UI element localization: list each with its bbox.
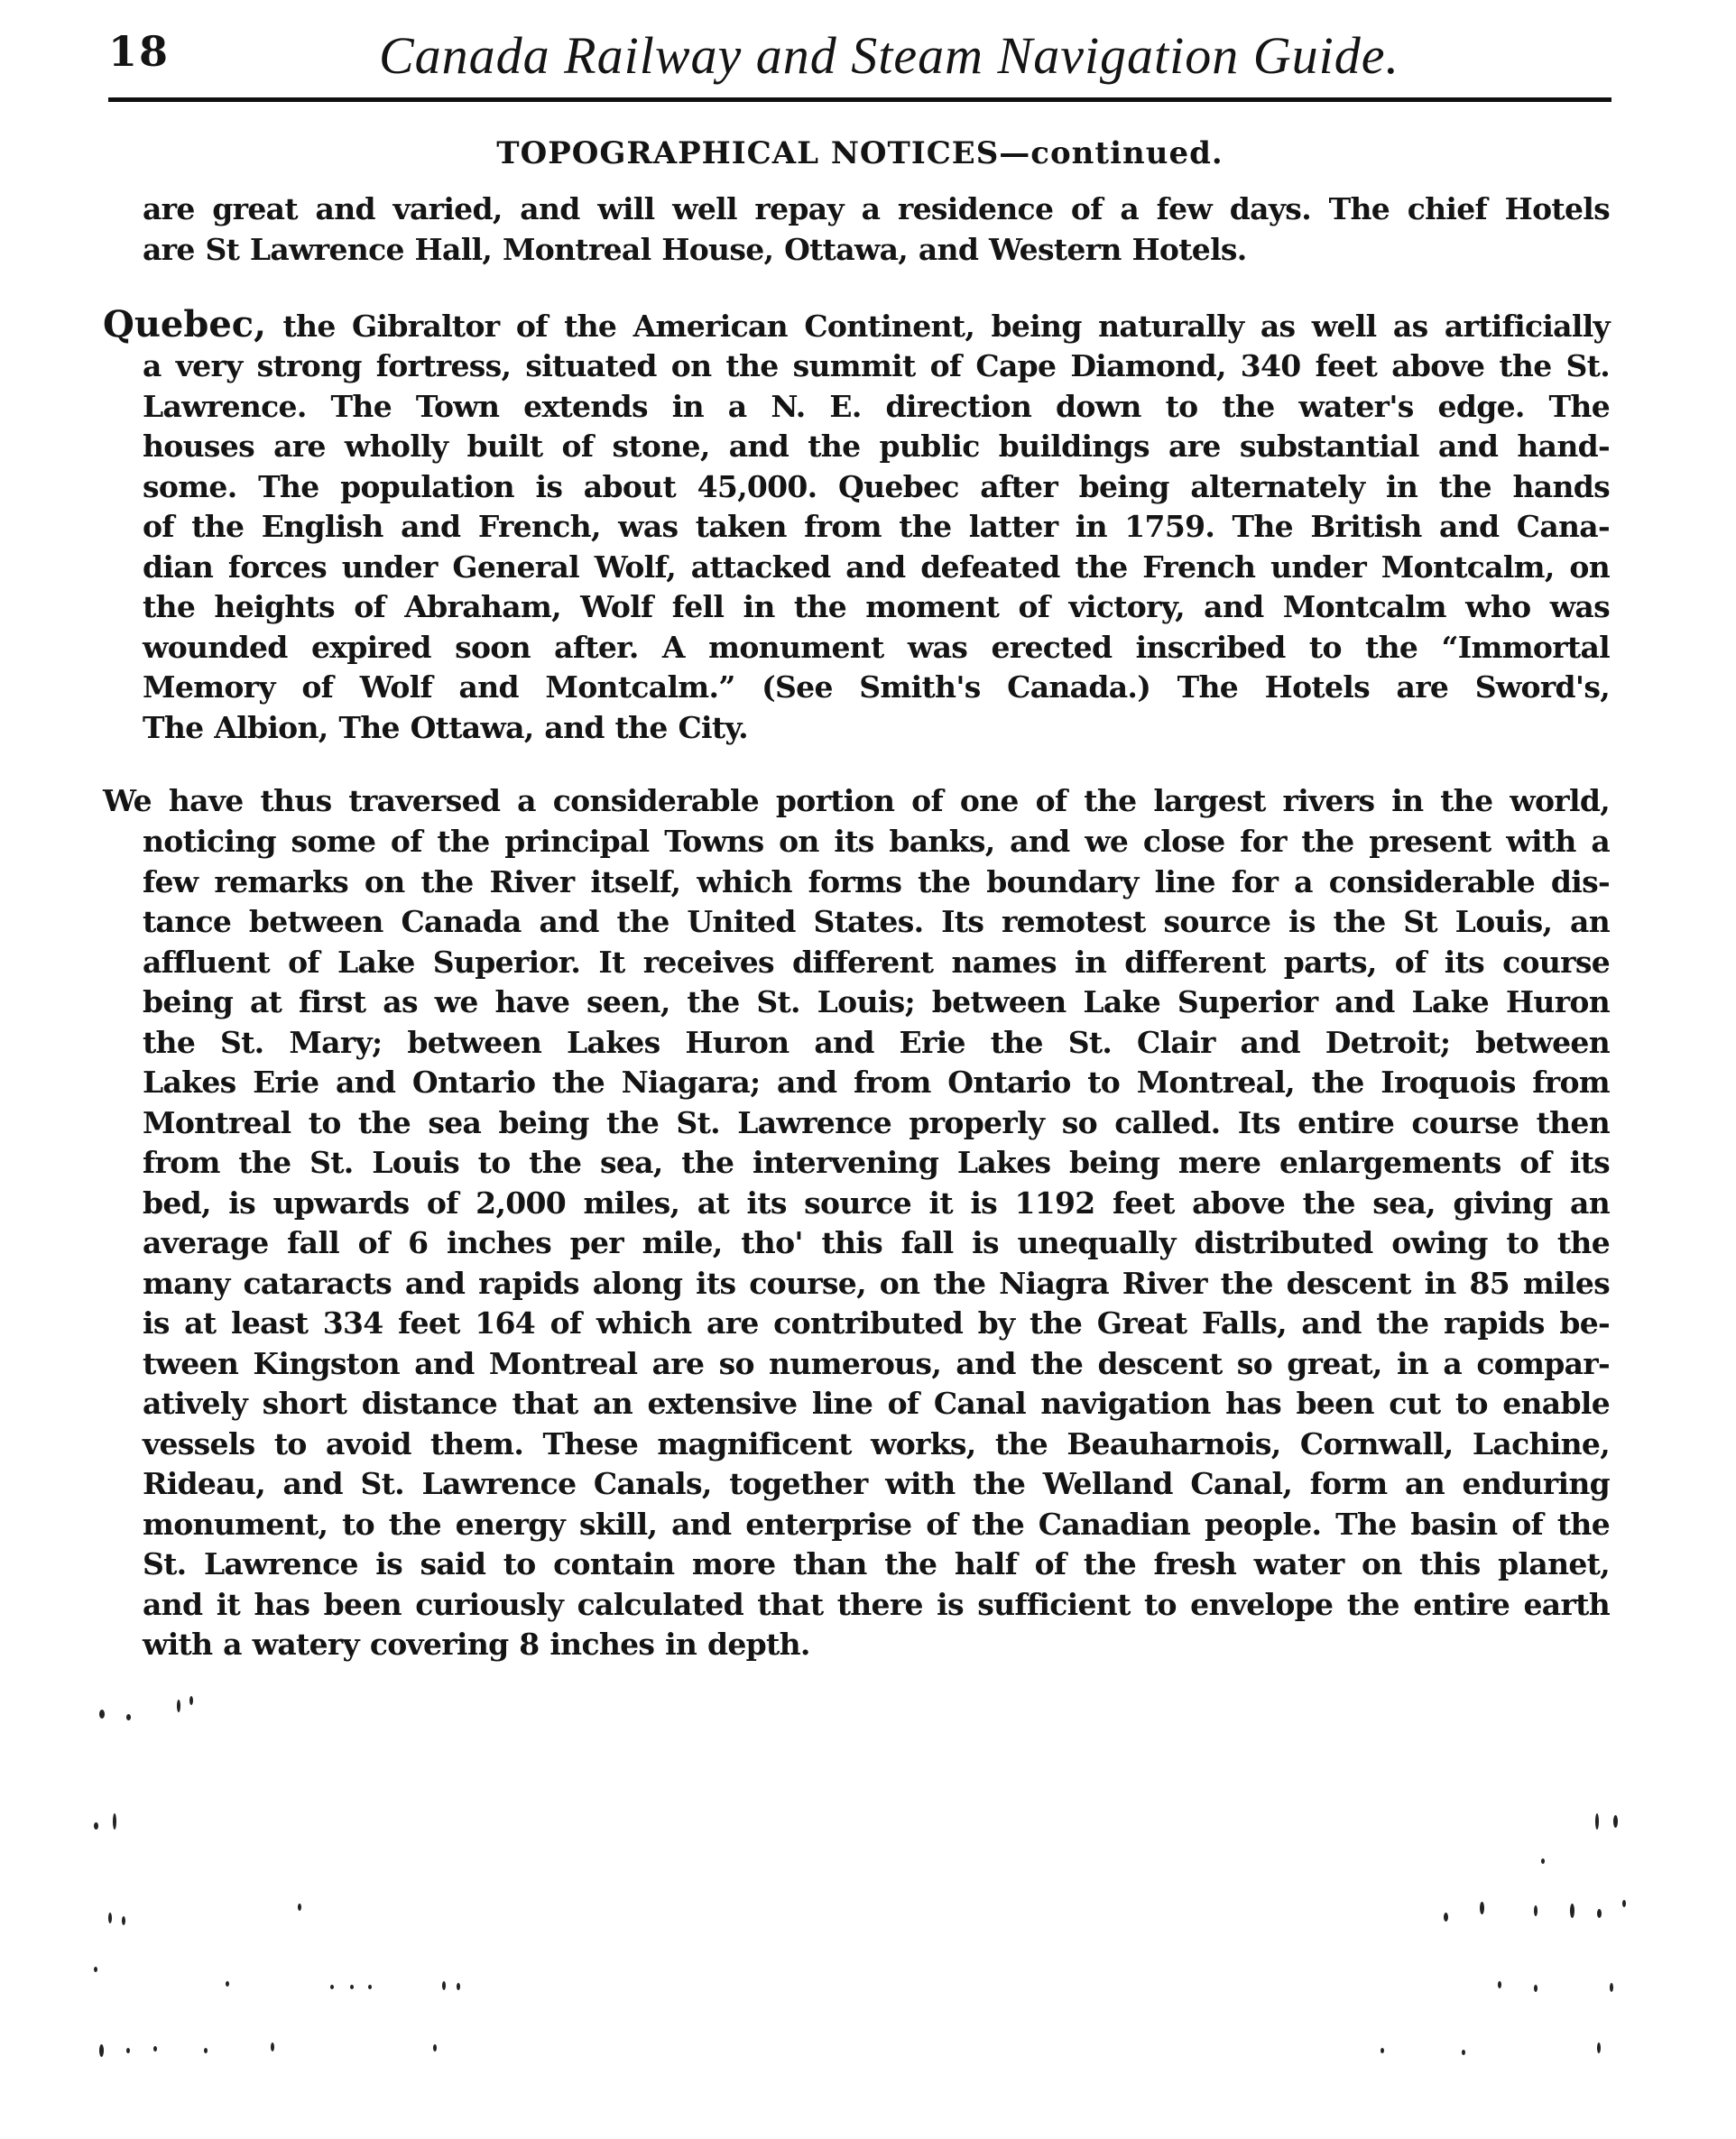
speck — [204, 2048, 208, 2053]
speck — [271, 2042, 274, 2051]
speck — [1541, 1858, 1545, 1864]
speck — [298, 1904, 301, 1911]
text-line — [103, 305, 1610, 347]
speck — [126, 2048, 130, 2053]
text-line: houses are wholly built of stone, and the public buildings are substantial and hand- — [143, 429, 1610, 464]
section-heading: TOPOGRAPHICAL NOTICES—continued. — [496, 135, 1224, 171]
speck — [108, 1913, 112, 1923]
text-line: wounded expired soon after. A monument was erected inscribed to the “Immortal — [143, 629, 1610, 665]
text-line: average fall of 6 inches per mile, tho' this fall is unequally distributed owing to the — [143, 1225, 1610, 1260]
speck — [122, 1916, 125, 1925]
speck — [330, 1985, 334, 1989]
text-line: Lawrence. The Town extends in a N. E. direction down to the water's edge. The — [143, 388, 1610, 424]
speck — [368, 1985, 372, 1989]
paragraph-quebec-body — [143, 346, 1610, 748]
text-line: and it has been curiously calculated that there is sufficient to envelope the entire earth — [143, 1586, 1610, 1622]
text-line-rest: the Gibraltor of the American Continent, being naturally as well as artificially — [282, 309, 1611, 344]
speck — [153, 2046, 157, 2051]
text-line: St. Lawrence is said to contain more than the half of the fresh water on this planet, — [143, 1546, 1610, 1581]
speck — [1380, 2048, 1384, 2053]
text-line: are St Lawrence Hall, Montreal House, Ottawa, and Western Hotels. — [143, 231, 1247, 267]
text-line: is at least 334 feet 164 of which are contributed by the Great Falls, and the rapids be- — [143, 1305, 1610, 1341]
speck — [1570, 1904, 1574, 1918]
speck — [177, 1700, 180, 1712]
speck — [433, 2044, 437, 2051]
speck — [1595, 1813, 1599, 1830]
speck — [1622, 1900, 1626, 1907]
speck — [99, 2044, 104, 2057]
text-line: Rideau, and St. Lawrence Canals, together with the Welland Canal, form an enduring — [143, 1466, 1610, 1501]
speck — [1444, 1913, 1448, 1922]
speck — [94, 1967, 97, 1972]
text-line: being at first as we have seen, the St. Louis; between Lake Superior and Lake Huron — [143, 984, 1610, 1019]
text-line: many cataracts and rapids along its course, on the Niagra River the descent in 85 miles — [143, 1265, 1610, 1301]
lead-word-quebec: Quebec, — [103, 303, 267, 346]
speck — [457, 1983, 460, 1990]
header-rule — [108, 97, 1611, 102]
text-line: affluent of Lake Superior. It receives different names in different parts, of its course — [143, 944, 1610, 980]
text-line: some. The population is about 45,000. Quebec after being alternately in the hands — [143, 468, 1610, 504]
speck — [1480, 1902, 1484, 1914]
running-title: Canada Railway and Steam Navigation Guide. — [379, 26, 1400, 85]
text-line: bed, is upwards of 2,000 miles, at its source it is 1192 feet above the sea, giving an — [143, 1185, 1610, 1221]
speck — [226, 1981, 229, 1987]
speck — [1462, 2050, 1465, 2055]
paragraph-quebec — [103, 305, 1610, 347]
text-line: Montreal to the sea being the St. Lawrence properly so called. Its entire course then — [143, 1104, 1610, 1140]
speck — [113, 1813, 116, 1830]
text-line: from the St. Louis to the sea, the intervening Lakes being mere enlargements of its — [143, 1145, 1610, 1180]
speck — [1597, 1909, 1602, 1918]
speck — [1534, 1985, 1537, 1992]
speck — [1534, 1905, 1537, 1916]
speck — [189, 1696, 193, 1705]
text-line: tance between Canada and the United States. Its remotest source is the St Louis, an — [143, 904, 1610, 939]
speck — [1610, 1983, 1613, 1992]
text-line: monument, to the energy skill, and enterprise of the Canadian people. The basin of the — [143, 1506, 1610, 1542]
paragraph-river-body — [143, 822, 1610, 1665]
text-line: the heights of Abraham, Wolf fell in the moment of victory, and Montcalm who was — [143, 589, 1610, 624]
text-line: tween Kingston and Montreal are so numerous, and the descent so great, in a compar- — [143, 1345, 1610, 1381]
text-line: Lakes Erie and Ontario the Niagara; and from Ontario to Montreal, the Iroquois from — [143, 1065, 1610, 1100]
text-line: atively short distance that an extensive line of Canal navigation has been cut to enable — [143, 1386, 1610, 1421]
paragraph-continued — [143, 189, 1610, 270]
page-number: 18 — [108, 27, 171, 76]
text-line: The Albion, The Ottawa, and the City. — [143, 709, 748, 745]
text-line: few remarks on the River itself, which forms the boundary line for a considerable dis- — [143, 863, 1610, 899]
text-line: of the English and French, was taken from the latter in 1759. The British and Cana- — [143, 509, 1610, 544]
text-line: Memory of Wolf and Montcalm.” (See Smith's Canada.) The Hotels are Sword's, — [143, 669, 1610, 705]
text-line: noticing some of the principal Towns on its banks, and we close for the present with a — [143, 824, 1610, 859]
text-line: the St. Mary; between Lakes Huron and Erie the St. Clair and Detroit; between — [143, 1024, 1610, 1060]
speck — [350, 1985, 354, 1989]
text-line: vessels to avoid them. These magnificent works, the Beauharnois, Cornwall, Lachine, — [143, 1425, 1610, 1461]
speck — [99, 1710, 105, 1719]
speck — [94, 1822, 98, 1830]
speck — [442, 1981, 446, 1990]
speck — [1613, 1815, 1618, 1828]
paragraph-river — [103, 781, 1610, 822]
text-line: are great and varied, and will well repay a residence of a few days. The chief Hotels — [143, 191, 1610, 226]
text-line: dian forces under General Wolf, attacked and defeated the French under Montcalm, on — [143, 549, 1610, 585]
running-head — [108, 20, 1611, 92]
speck — [1597, 2042, 1601, 2053]
speck — [1498, 1981, 1501, 1988]
text-line: We have thus traversed a considerable portion of one of the largest rivers in the world, — [103, 783, 1610, 818]
speck — [126, 1714, 131, 1720]
text-line: a very strong fortress, situated on the summit of Cape Diamond, 340 feet above the St. — [143, 348, 1610, 383]
text-line: with a watery covering 8 inches in depth. — [143, 1627, 810, 1662]
